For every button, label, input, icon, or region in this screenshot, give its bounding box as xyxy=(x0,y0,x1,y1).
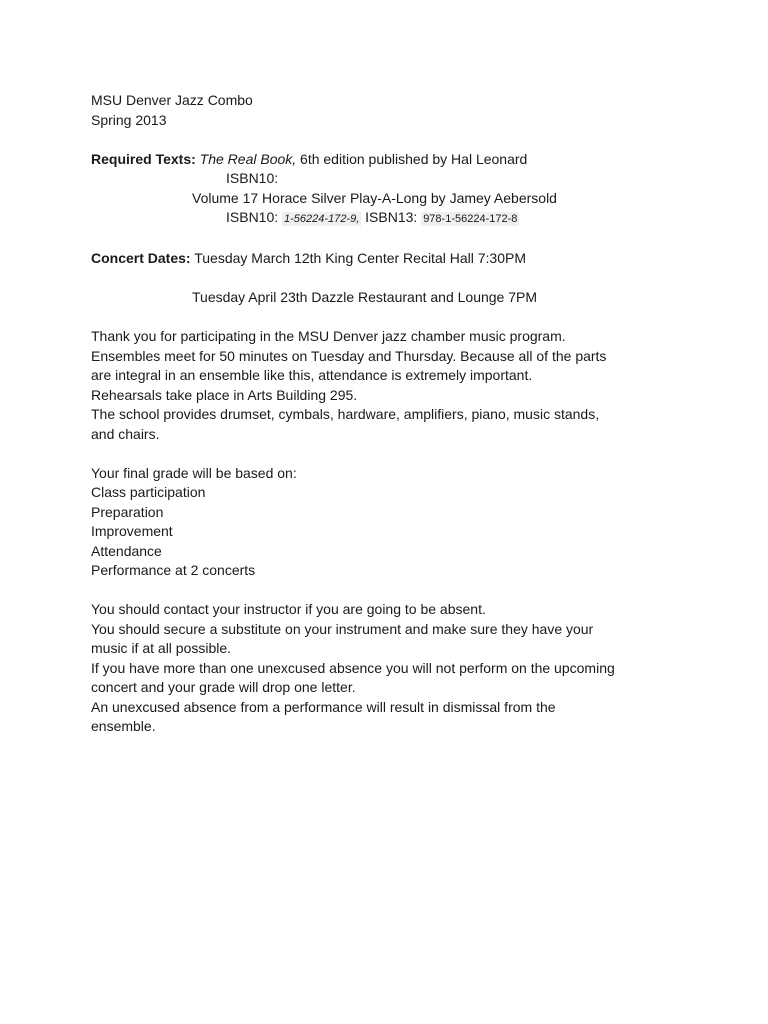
absence-line: If you have more than one unexcused absence you will not perform on the upcoming xyxy=(91,659,615,676)
grading-item: Class participation xyxy=(91,484,206,500)
absence-line: ensemble. xyxy=(91,718,156,734)
spacer xyxy=(91,269,651,289)
grading-item: Improvement xyxy=(91,523,173,539)
book2-title: Volume 17 Horace Silver Play-A-Long by Jamey Aebersold xyxy=(192,189,557,206)
book2-isbn13: 978-1-56224-172-8 xyxy=(423,213,518,225)
required-texts-label: Required Texts: xyxy=(91,150,196,167)
absence-line: You should secure a substitute on your instrument and make sure they have your xyxy=(91,620,594,637)
spacer xyxy=(91,230,651,250)
spacer xyxy=(91,581,651,601)
intro-line: are integral in an ensemble like this, attendance is extremely important. xyxy=(91,367,533,383)
book1-title: The Real Book, xyxy=(199,150,297,167)
grading-item: Attendance xyxy=(91,542,162,559)
grading-item: Performance at 2 concerts xyxy=(91,562,256,578)
book2-isbn10-label: ISBN10: xyxy=(226,209,283,225)
intro-line: Thank you for participating in the MSU Denver jazz chamber music program. xyxy=(91,328,566,344)
concert-date-2: Tuesday April 23th Dazzle Restaurant and Lounge 7PM xyxy=(192,289,538,305)
intro-line: Ensembles meet for 50 minutes on Tuesday and Thursday. Because all of the parts xyxy=(91,347,607,364)
concert-dates-label: Concert Dates: xyxy=(91,250,191,266)
absence-line: concert and your grade will drop one letter. xyxy=(91,679,356,695)
spacer xyxy=(91,308,651,328)
book2-isbn10: 1-56224-172-9, xyxy=(284,213,360,225)
book2-isbn-line xyxy=(91,208,651,230)
intro-line: The school provides drumset, cymbals, hardware, amplifiers, piano, music stands, xyxy=(91,406,600,422)
absence-line: You should contact your instructor if you are going to be absent. xyxy=(91,601,486,617)
course-title: MSU Denver Jazz Combo xyxy=(91,92,253,108)
course-term: Spring 2013 xyxy=(91,111,167,128)
grading-section xyxy=(91,464,651,581)
concert-date-1: Tuesday March 12th King Center Recital Hall 7:30PM xyxy=(190,250,526,266)
book2-isbn13-label: ISBN13: xyxy=(361,209,422,225)
absence-line: An unexcused absence from a performance will result in dismissal from the xyxy=(91,698,556,715)
concert-dates-line xyxy=(91,249,651,269)
intro-line: and chairs. xyxy=(91,425,160,442)
intro-line: Rehearsals take place in Arts Building 295. xyxy=(91,386,358,403)
book1-isbn: ISBN10: xyxy=(226,170,279,186)
required-texts-line xyxy=(91,150,651,170)
grading-heading: Your final grade will be based on: xyxy=(91,464,297,481)
document-body xyxy=(91,91,651,737)
intro-paragraph xyxy=(91,327,651,444)
absence-line: music if at all possible. xyxy=(91,640,232,656)
book1-details: 6th edition published by Hal Leonard xyxy=(296,150,528,167)
spacer xyxy=(91,444,651,464)
absence-policy xyxy=(91,600,651,737)
grading-item: Preparation xyxy=(91,503,164,520)
spacer xyxy=(91,130,651,150)
